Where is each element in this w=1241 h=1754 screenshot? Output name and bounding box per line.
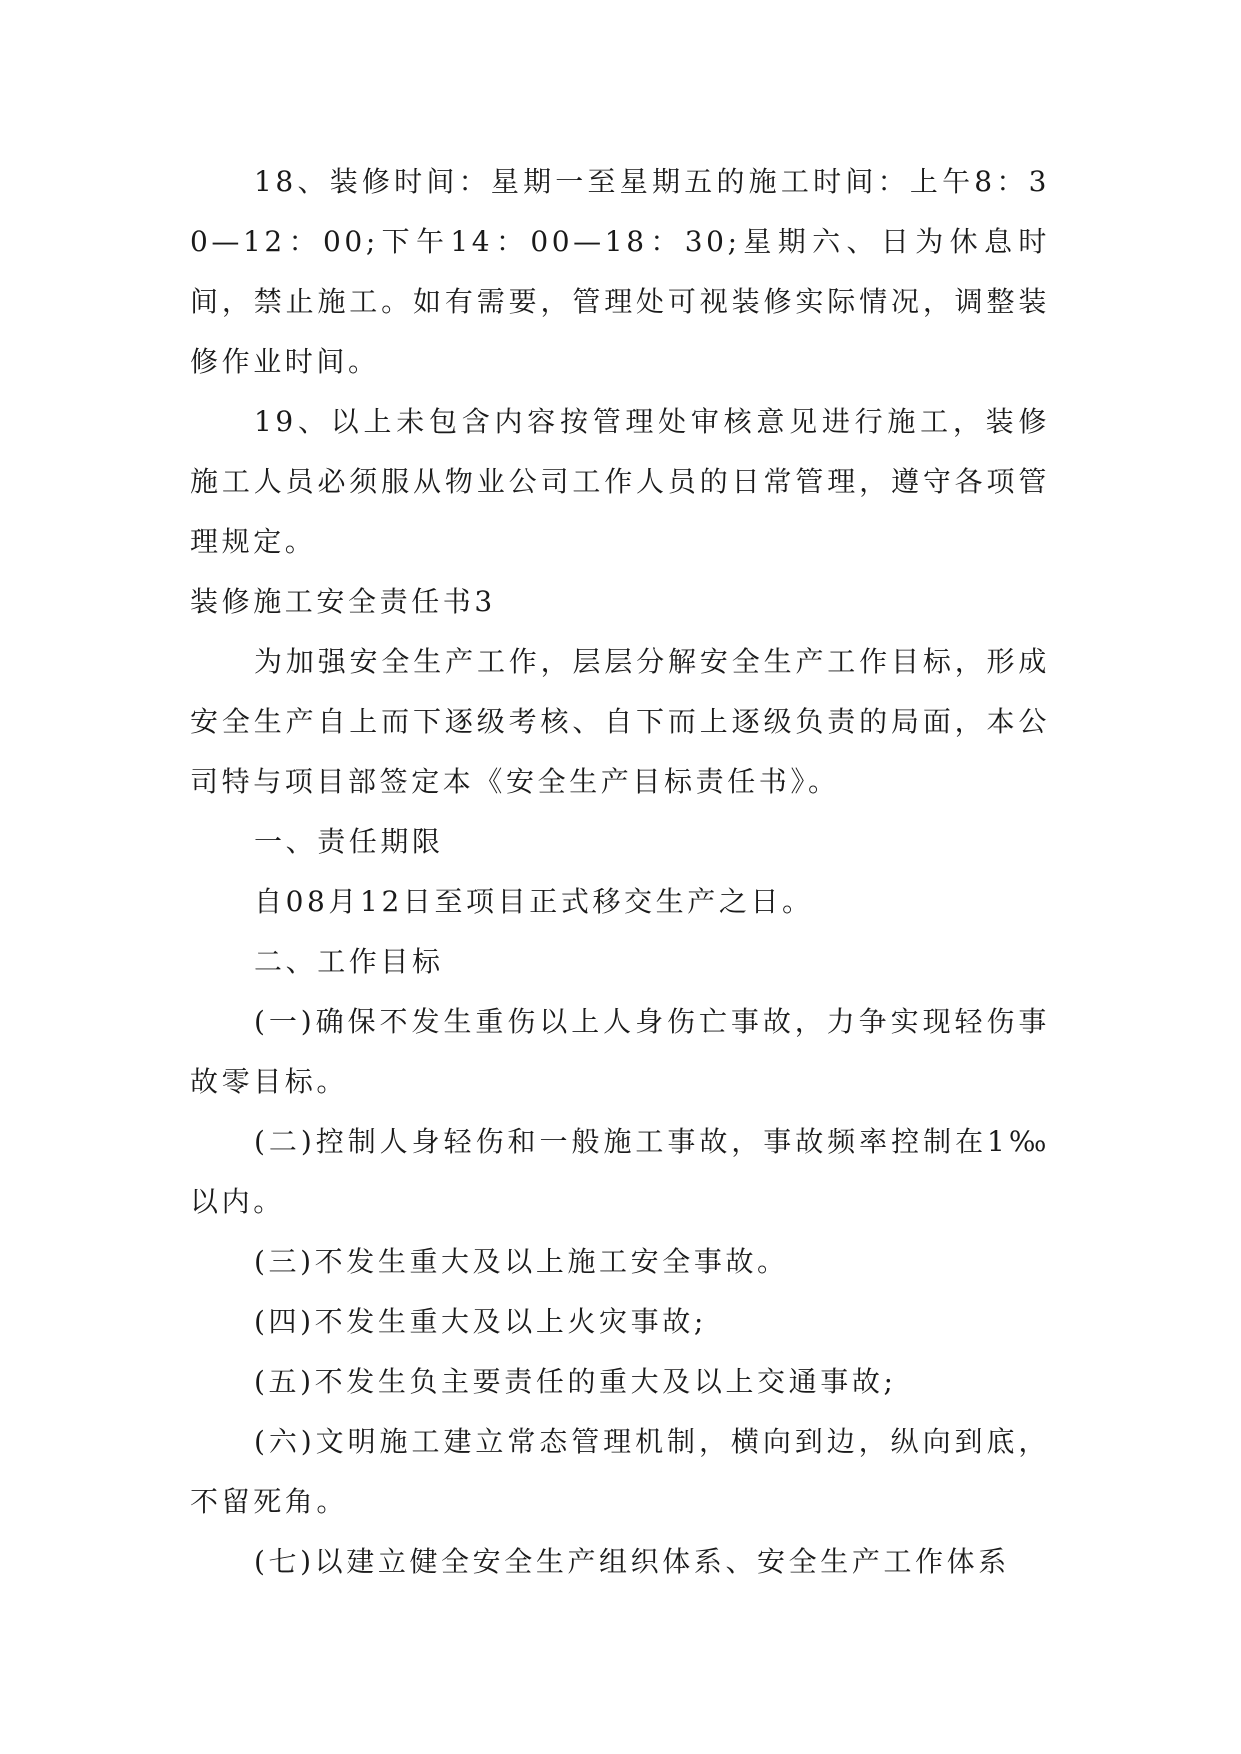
section-title: 装修施工安全责任书3 — [190, 585, 496, 618]
goal-item-3: (三)不发生重大及以上施工安全事故。 — [254, 1245, 789, 1278]
goal-item-2: (二)控制人身轻伤和一般施工事故，事故频率控制在1‰以内。 — [190, 1125, 1050, 1218]
paragraph-period: 自08月12日至项目正式移交生产之日。 — [254, 885, 814, 918]
paragraph-intro: 为加强安全生产工作，层层分解安全生产工作目标，形成安全生产自上而下逐级考核、自下而上逐级负责的局面，本公司特与项目部签定本《安全生产目标责任书》。 — [190, 645, 1050, 798]
goal-item-7: (七)以建立健全安全生产组织体系、安全生产工作体系 — [254, 1545, 1010, 1578]
paragraph-19-compliance: 19、以上未包含内容按管理处审核意见进行施工，装修施工人员必须服从物业公司工作人员的日常管理，遵守各项管理规定。 — [190, 405, 1050, 558]
paragraph-18-decoration-hours: 18、装修时间：星期一至星期五的施工时间：上午8：30—12：00;下午14：00—18：30;星期六、日为休息时间，禁止施工。如有需要，管理处可视装修实际情况，调整装修作业时间。 — [190, 165, 1050, 378]
goal-item-1: (一)确保不发生重伤以上人身伤亡事故，力争实现轻伤事故零目标。 — [190, 1005, 1050, 1098]
heading-work-goals: 二、工作目标 — [254, 945, 444, 978]
goal-item-4: (四)不发生重大及以上火灾事故; — [254, 1305, 707, 1338]
goal-item-5: (五)不发生负主要责任的重大及以上交通事故; — [254, 1365, 897, 1398]
heading-responsibility-period: 一、责任期限 — [254, 825, 444, 858]
document-page — [190, 152, 1050, 1592]
goal-item-6: (六)文明施工建立常态管理机制，横向到边，纵向到底，不留死角。 — [190, 1425, 1050, 1518]
